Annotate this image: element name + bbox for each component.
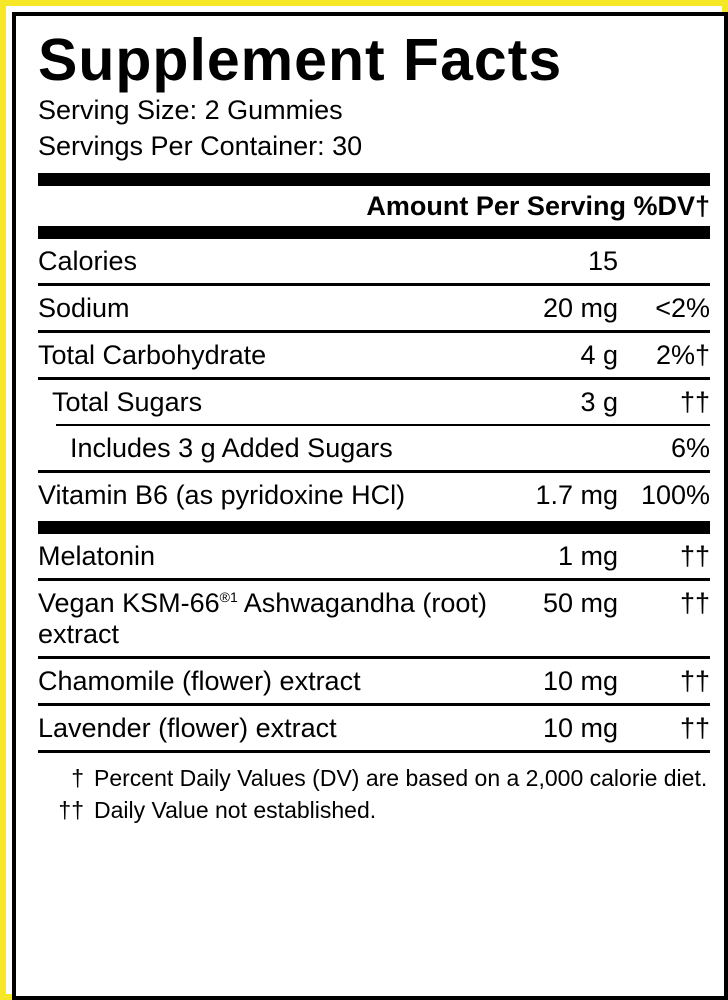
nutrient-label xyxy=(38,588,514,650)
nutrient-amount: 1.7 mg xyxy=(535,479,618,510)
nutrient-label: Chamomile (flower) extract xyxy=(38,665,361,696)
nutrient-dv: †† xyxy=(679,712,710,743)
nutrient-dv: †† xyxy=(679,386,710,417)
table-row xyxy=(38,659,710,703)
supplement-facts-border xyxy=(12,12,728,1000)
nutrient-label: Calories xyxy=(38,245,138,276)
table-row xyxy=(38,333,710,377)
table-row xyxy=(38,706,710,750)
nutrient-label: Total Carbohydrate xyxy=(38,339,267,370)
supplement-facts-content xyxy=(38,27,710,830)
table-row xyxy=(38,426,710,470)
table-row xyxy=(38,534,710,578)
nutrient-label-main: Vegan KSM-66 xyxy=(38,587,220,618)
nutrient-label: Lavender (flower) extract xyxy=(38,712,337,743)
nutrient-dv: 6% xyxy=(670,432,710,463)
nutrient-dv: †† xyxy=(679,587,710,618)
nutrient-dv: 2%† xyxy=(655,339,710,370)
table-row xyxy=(38,286,710,330)
footnotes xyxy=(38,753,710,830)
serving-size: Serving Size: 2 Gummies xyxy=(38,95,343,126)
nutrient-dv: 100% xyxy=(640,479,710,510)
table-row xyxy=(38,473,710,517)
footnote-item xyxy=(38,765,710,798)
page-title: Supplement Facts xyxy=(38,27,563,93)
nutrient-label: Vitamin B6 (as pyridoxine HCl) xyxy=(38,479,406,510)
nutrient-label: Sodium xyxy=(38,292,130,323)
nutrient-amount: 3 g xyxy=(580,386,618,417)
nutrient-label: Melatonin xyxy=(38,540,156,571)
nutrient-label: Includes 3 g Added Sugars xyxy=(70,432,393,463)
nutrient-label-tail: Ashwagandha (root) extract xyxy=(38,587,487,649)
divider-thick-mid xyxy=(38,521,710,534)
table-row xyxy=(38,239,710,283)
nutrient-dv: †† xyxy=(679,540,710,571)
divider-thick-header xyxy=(38,226,710,239)
nutrient-label: Total Sugars xyxy=(52,386,203,417)
nutrient-amount: 15 xyxy=(587,245,618,276)
nutrient-amount: 4 g xyxy=(580,339,618,370)
amount-per-serving-header: Amount Per Serving %DV† xyxy=(366,190,710,221)
nutrient-amount: 10 mg xyxy=(542,665,618,696)
nutrient-amount: 1 mg xyxy=(557,540,618,571)
table-row xyxy=(38,380,710,424)
nutrient-amount: 20 mg xyxy=(542,292,618,323)
table-row xyxy=(38,581,710,656)
nutrient-dv: <2% xyxy=(655,292,710,323)
footnote-marker: † xyxy=(71,764,84,791)
nutrient-amount: 50 mg xyxy=(542,587,618,618)
footnote-marker: †† xyxy=(58,797,84,824)
nutrient-dv: †† xyxy=(679,665,710,696)
nutrient-amount: 10 mg xyxy=(542,712,618,743)
servings-per-container: Servings Per Container: 30 xyxy=(38,131,363,162)
footnote-text: Percent Daily Values (DV) are based on a 2,000 calorie diet. xyxy=(94,764,708,791)
divider-thick-top xyxy=(38,173,710,186)
footnote-text: Daily Value not established. xyxy=(94,797,377,824)
trademark-superscript: ®1 xyxy=(219,588,238,605)
footnote-item xyxy=(38,797,710,830)
